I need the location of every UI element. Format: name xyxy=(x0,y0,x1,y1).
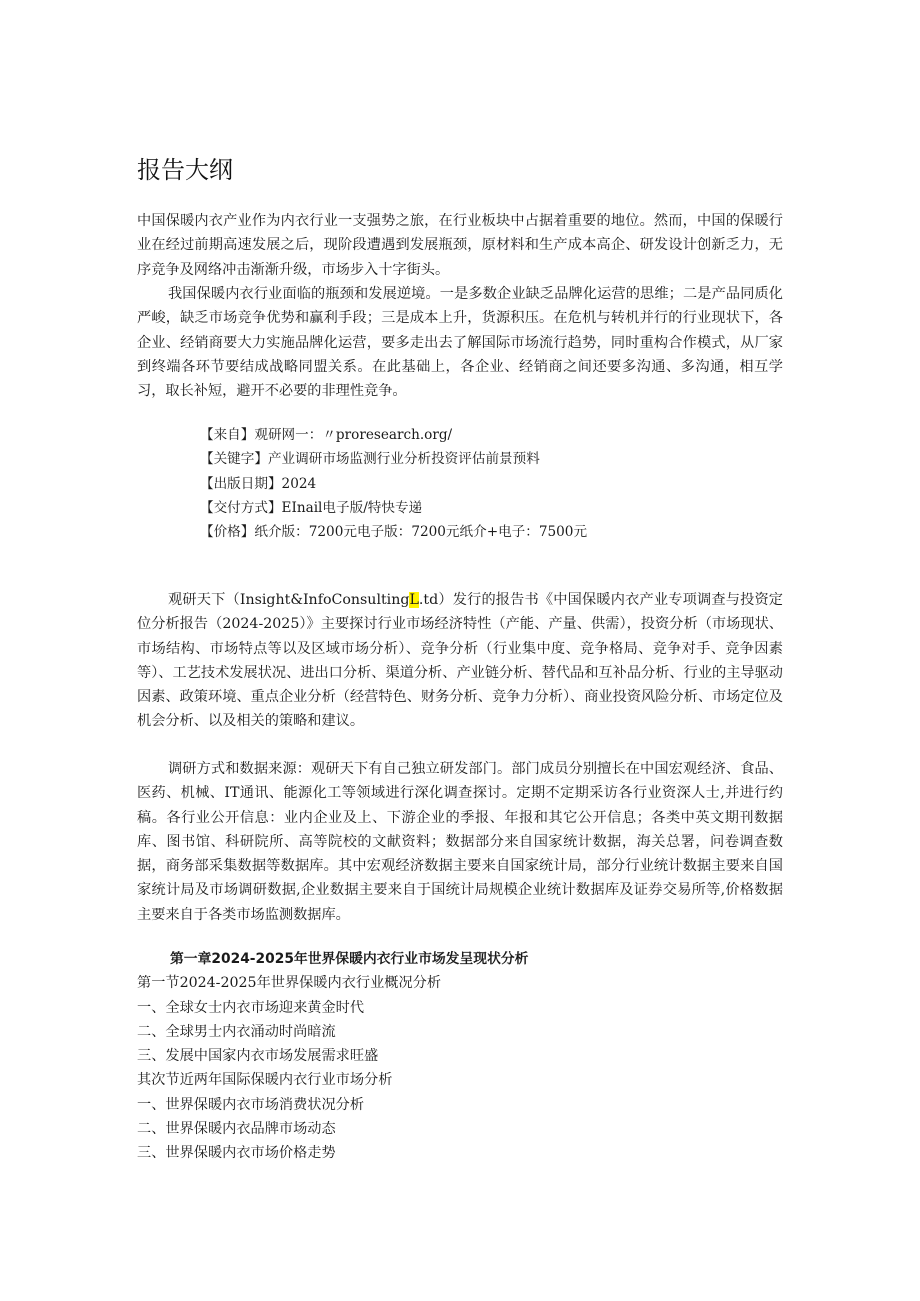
toc-line: 其次节近两年国际保暖内衣行业市场分析 xyxy=(137,1072,393,1089)
report-description-paragraph xyxy=(137,588,783,734)
meta-delivery: 【交付方式】EInail电子版/特快专递 xyxy=(200,499,423,516)
highlighted-text: L xyxy=(409,592,419,608)
meta-date: 【出版日期】2024 xyxy=(200,475,317,492)
meta-keywords: 【关键字】产业调研市场监测行业分析投资评估前景预料 xyxy=(200,451,540,468)
toc-line: 二、世界保暖内衣品牌市场动态 xyxy=(137,1121,336,1138)
toc-line: 二、全球男士内衣涌动时尚暗流 xyxy=(137,1023,336,1040)
toc-line: 一、世界保暖内衣市场消费状况分析 xyxy=(137,1096,365,1113)
report-meta-block xyxy=(200,423,587,544)
meta-source: 【来自】观研网一：〃proresearch.org/ xyxy=(200,427,453,443)
research-method-paragraph: 调研方式和数据来源：观研天下有自己独立研发部门。部门成员分别擅长在中国宏观经济、食品、医药、机械、IT通讯、能源化工等领域进行深化调查探讨。定期不定期采访各行业资深人士,并进行约稿。各行业公开信息：业内企业及上、下游企业的季报、年报和其它公开信息；各类中英文期刊数据库、图书馆、科研院所、高等院校的文献资料；数据部分来自国家统计数据，海关总署，问卷调查数据，商务部采集数据等数据库。其中宏观经济数据主要来自国家统计局，部分行业统计数据主要来自国家统计局及市场调研数据,企业数据主要来自于国统计局规模企业统计数据库及证券交易所等,价格数据主要来自于各类市场监测数据库。 xyxy=(137,761,783,923)
toc-chapter-heading: 第一章2024-2025年世界保暖内衣行业市场发呈现状分析 xyxy=(170,951,529,967)
toc-line: 三、发展中国家内衣市场发展需求旺盛 xyxy=(137,1048,379,1065)
intro-paragraph-2: 我国保暖内衣行业面临的瓶颈和发展逆境。一是多数企业缺乏品牌化运营的思维；二是产品同质化严峻，缺乏市场竞争优势和赢利手段；三是成本上升，货源积压。在危机与转机并行的行业现状下，各企业、经销商要大力实施品牌化运营，要多走出去了解国际市场流行趋势，同时重构合作模式，从厂家到终端各环节要结成战略同盟关系。在此基础上，各企业、经销商之间还要多沟通、多沟通，相互学习，取长补短，避开不必要的非理性竞争。 xyxy=(137,286,783,400)
toc-line: 第一节2024-2025年世界保暖内衣行业概况分析 xyxy=(137,975,442,992)
table-of-contents xyxy=(137,947,783,1166)
report-text-rest: .td）发行的报告书《中国保暖内衣产业专项调查与投资定位分析报告（2024-2025）》主要探讨行业市场经济特性（产能、产量、供需），投资分析（市场现状、市场结构、市场特点等以及区域市场分析）、竞争分析（行业集中度、竞争格局、竞争对手、竞争因素等）、工艺技术发展状况、进出口分析、渠道分析、产业链分析、替代品和互补品分析、行业的主导驱动因素、政策环境、重点企业分析（经营特色、财务分析、竞争力分析）、商业投资风险分析、市场定位及机会分析、以及相关的策略和建议。 xyxy=(137,592,783,730)
page-title: 报告大纲 xyxy=(137,156,233,184)
report-text-start: 观研天下（Insight&InfoConsulting xyxy=(168,592,410,608)
toc-line: 三、世界保暖内衣市场价格走势 xyxy=(137,1145,336,1162)
meta-price: 【价格】纸介版：7200元电子版：7200元纸介+电子：7500元 xyxy=(200,524,588,541)
toc-line: 一、全球女士内衣市场迎来黄金时代 xyxy=(137,999,365,1016)
intro-paragraph-1: 中国保暖内衣产业作为内衣行业一支强势之旅，在行业板块中占据着重要的地位。然而，中国的保暖行业在经过前期高速发展之后，现阶段遭遇到发展瓶颈，原材料和生产成本高企、研发设计创新乏力，无序竞争及网络冲击渐渐升级，市场步入十字街头。 xyxy=(137,213,783,278)
